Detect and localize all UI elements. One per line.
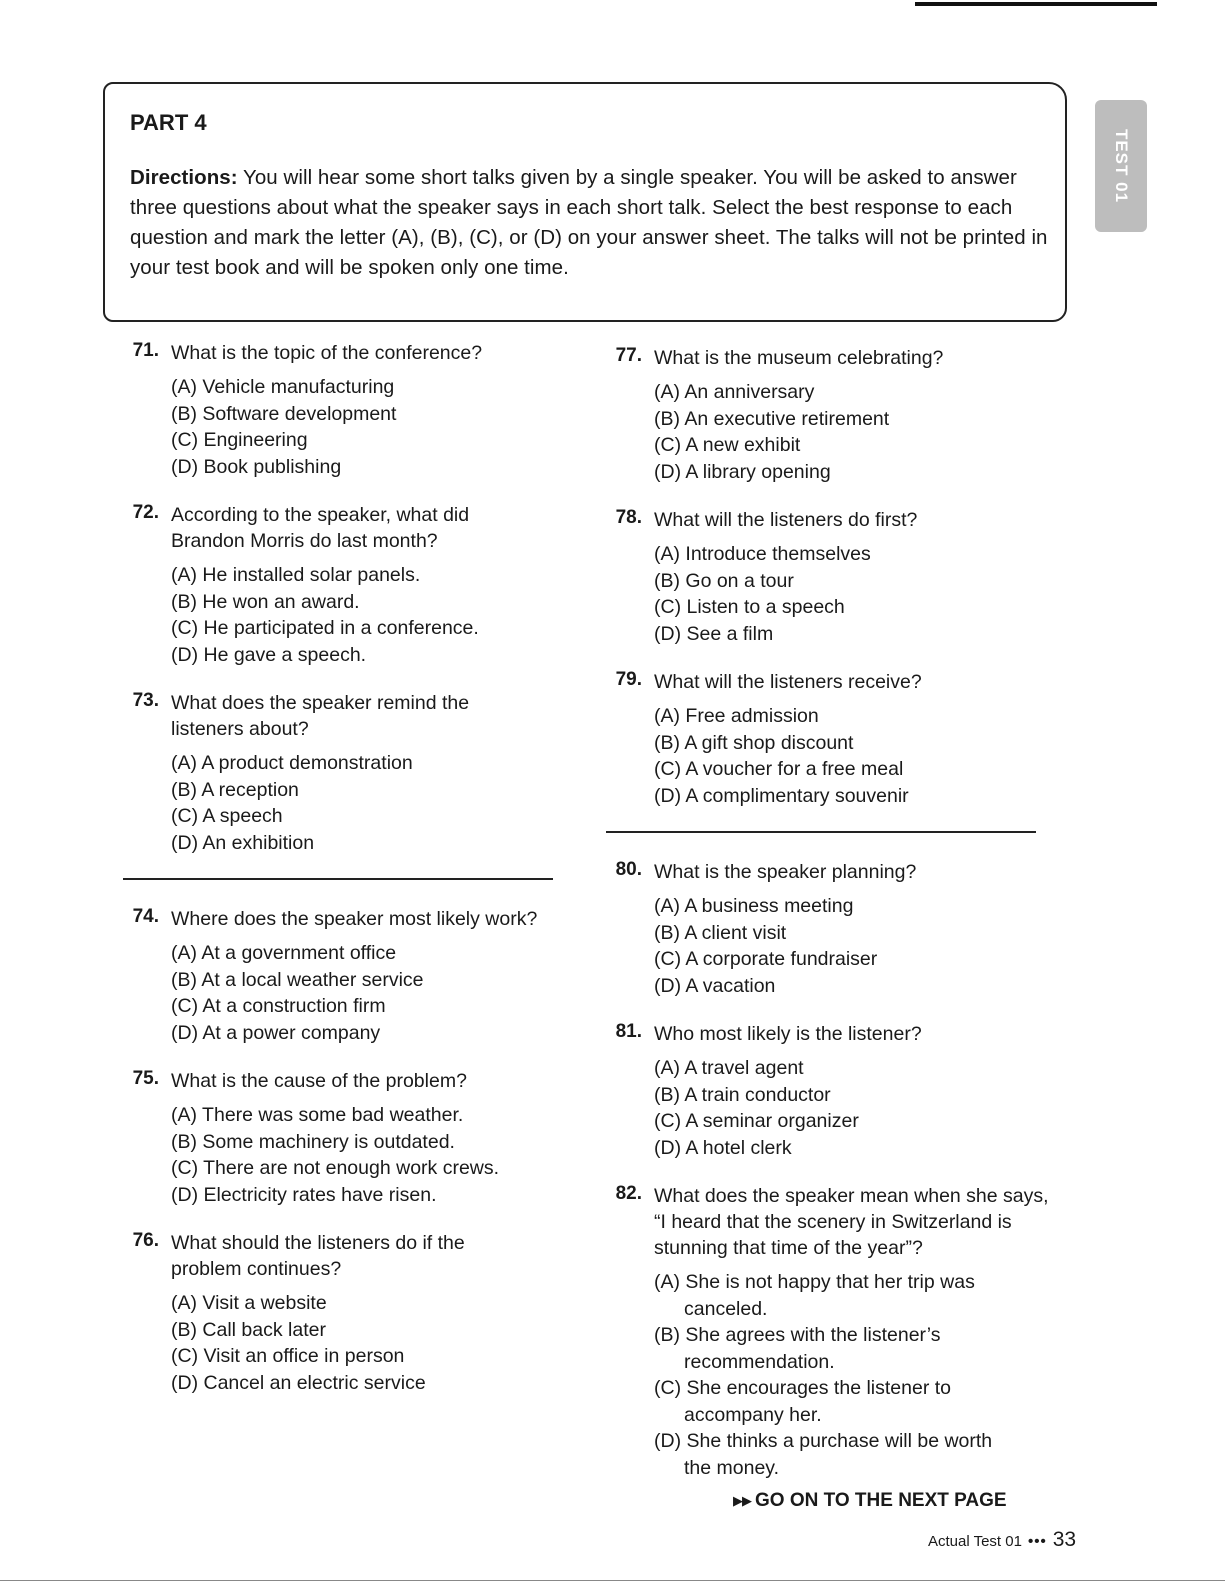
option-b[interactable]: (B) Go on a tour <box>654 569 794 592</box>
option-c[interactable]: (C) Visit an office in person <box>171 1345 405 1367</box>
option-d[interactable]: (D) A library opening <box>654 460 831 483</box>
test-tab <box>1095 100 1147 232</box>
option-a[interactable]: (A) At a government office <box>171 942 397 964</box>
question-number: 73. <box>132 690 159 711</box>
option-c[interactable]: (C) A seminar organizer <box>654 1110 859 1132</box>
option-b[interactable]: (B) Call back later <box>171 1318 326 1341</box>
option-a[interactable]: (A) Visit a website <box>171 1292 327 1314</box>
question-74 <box>115 906 585 1046</box>
page-footer <box>928 1528 1076 1552</box>
option-a[interactable]: (A) An anniversary <box>654 381 815 403</box>
section-divider <box>123 878 553 880</box>
option-c[interactable]: (C) A voucher for a free meal <box>654 758 904 780</box>
question-number: 77. <box>615 345 642 366</box>
option-c[interactable]: (C) A new exhibit <box>654 434 801 456</box>
option-a[interactable]: (A) A business meeting <box>654 895 854 917</box>
option-a[interactable]: (A) Vehicle manufacturing <box>171 376 395 398</box>
go-next-label: GO ON TO THE NEXT PAGE <box>755 1490 1007 1511</box>
option-b[interactable]: (B) A gift shop discount <box>654 731 854 754</box>
option-a[interactable]: (A) She is not happy that her trip was canceled. <box>654 1271 975 1320</box>
book-label: Actual Test 01 <box>928 1533 1022 1550</box>
question-number: 82. <box>615 1183 642 1204</box>
option-a[interactable]: (A) There was some bad weather. <box>171 1104 464 1126</box>
question-text: What does the speaker remind the listeners about? <box>171 692 470 740</box>
option-c[interactable]: (C) A corporate fundraiser <box>654 948 878 970</box>
option-d[interactable]: (D) He gave a speech. <box>171 643 367 666</box>
page-number: 33 <box>1052 1528 1077 1551</box>
option-d[interactable]: (D) A complimentary souvenir <box>654 784 909 807</box>
question-81 <box>598 1021 1068 1161</box>
question-text: What is the topic of the conference? <box>171 342 483 364</box>
question-text: Where does the speaker most likely work? <box>171 908 538 930</box>
option-b[interactable]: (B) An executive retirement <box>654 407 890 430</box>
option-d[interactable]: (D) Electricity rates have risen. <box>171 1183 437 1206</box>
question-number: 75. <box>132 1068 159 1089</box>
option-d[interactable]: (D) See a film <box>654 622 774 645</box>
question-82 <box>598 1183 1068 1481</box>
option-b[interactable]: (B) A train conductor <box>654 1083 831 1106</box>
option-c[interactable]: (C) At a construction firm <box>171 995 386 1017</box>
question-number: 81. <box>615 1021 642 1042</box>
question-text: What is the museum celebrating? <box>654 347 944 369</box>
left-column <box>115 340 585 1418</box>
footer-dots: ••• <box>1027 1533 1047 1550</box>
option-a[interactable]: (A) He installed solar panels. <box>171 564 421 586</box>
option-a[interactable]: (A) Introduce themselves <box>654 543 871 565</box>
option-a[interactable]: (A) A product demonstration <box>171 752 413 774</box>
option-b[interactable]: (B) Software development <box>171 402 397 425</box>
part-title: PART 4 <box>130 110 207 135</box>
option-c[interactable]: (C) Engineering <box>171 429 308 451</box>
option-b[interactable]: (B) Some machinery is outdated. <box>171 1130 455 1153</box>
question-78 <box>598 507 1068 647</box>
directions-label: Directions: <box>130 166 238 189</box>
question-text: Who most likely is the listener? <box>654 1023 922 1045</box>
question-80 <box>598 859 1068 999</box>
option-d[interactable]: (D) Cancel an electric service <box>171 1371 426 1394</box>
option-b[interactable]: (B) At a local weather service <box>171 968 424 991</box>
option-a[interactable]: (A) Free admission <box>654 705 819 727</box>
question-75 <box>115 1068 585 1208</box>
test-tab-label: TEST 01 <box>1112 128 1131 204</box>
right-column <box>598 345 1068 1503</box>
question-text: What will the listeners receive? <box>654 671 922 693</box>
option-b[interactable]: (B) He won an award. <box>171 590 360 613</box>
question-76 <box>115 1230 585 1396</box>
question-text: What does the speaker mean when she says, “I heard that the scenery in Switzerland is stunning that time of the year”? <box>654 1185 1049 1259</box>
directions-body: You will hear some short talks given by a single speaker. You will be asked to answer three questions about what the speaker says in each short talk. Select the best response to each question and mark the letter (A), (B), (C), or (D) on your answer sheet. The talks will not be printed in your test book and will be spoken only one time. <box>130 166 1048 279</box>
option-d[interactable]: (D) At a power company <box>171 1021 381 1044</box>
question-text: What is the speaker planning? <box>654 861 917 883</box>
question-number: 71. <box>132 340 159 361</box>
bottom-rule <box>0 1580 1225 1581</box>
top-rule <box>915 2 1157 6</box>
question-number: 80. <box>615 859 642 880</box>
question-text: What will the listeners do first? <box>654 509 918 531</box>
question-71 <box>115 340 585 480</box>
option-d[interactable]: (D) A hotel clerk <box>654 1136 792 1159</box>
option-c[interactable]: (C) She encourages the listener to accompany her. <box>654 1377 951 1426</box>
section-divider <box>606 831 1036 833</box>
option-c[interactable]: (C) There are not enough work crews. <box>171 1157 500 1179</box>
question-number: 72. <box>132 502 159 523</box>
option-a[interactable]: (A) A travel agent <box>654 1057 804 1079</box>
option-c[interactable]: (C) Listen to a speech <box>654 596 845 618</box>
question-number: 78. <box>615 507 642 528</box>
option-d[interactable]: (D) Book publishing <box>171 455 342 478</box>
question-number: 79. <box>615 669 642 690</box>
question-text: According to the speaker, what did Brandon Morris do last month? <box>171 504 470 552</box>
option-c[interactable]: (C) A speech <box>171 805 283 827</box>
option-b[interactable]: (B) A client visit <box>654 921 787 944</box>
go-next-page <box>733 1490 1007 1512</box>
directions-text <box>130 163 1050 283</box>
option-b[interactable]: (B) She agrees with the listener’s recommendation. <box>654 1324 941 1373</box>
option-d[interactable]: (D) A vacation <box>654 974 776 997</box>
question-number: 74. <box>132 906 159 927</box>
question-number: 76. <box>132 1230 159 1251</box>
question-79 <box>598 669 1068 809</box>
question-73 <box>115 690 585 856</box>
question-72 <box>115 502 585 668</box>
question-77 <box>598 345 1068 485</box>
option-d[interactable]: (D) She thinks a purchase will be worth the money. <box>654 1430 993 1479</box>
double-arrow-right-icon: ▶▶ <box>733 1493 751 1508</box>
question-text: What should the listeners do if the problem continues? <box>171 1232 465 1280</box>
option-d[interactable]: (D) An exhibition <box>171 831 315 854</box>
option-c[interactable]: (C) He participated in a conference. <box>171 617 479 639</box>
option-b[interactable]: (B) A reception <box>171 778 299 801</box>
question-text: What is the cause of the problem? <box>171 1070 467 1092</box>
